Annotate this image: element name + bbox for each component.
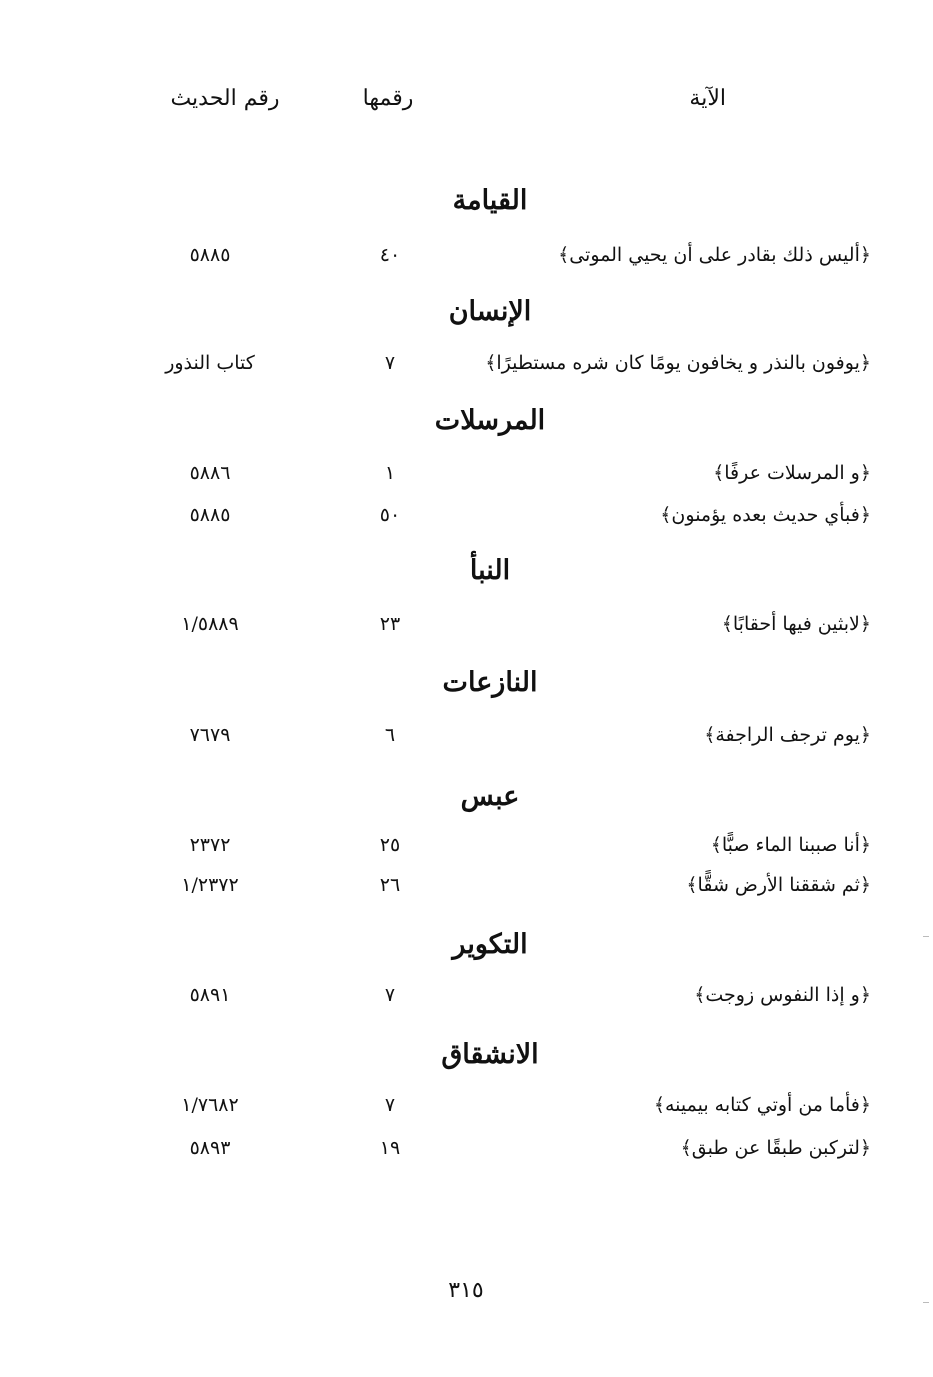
hadith-number: ٥٨٨٦ [189,462,231,484]
verse-text: ﴿أنا صببنا الماء صبًّا﴾ [710,834,871,856]
hadith-number: ٥٨٩١ [189,984,231,1006]
verse-text: ﴿و إذا النفوس زوجت﴾ [694,984,871,1006]
table-row [0,504,933,540]
verse-text: ﴿أليس ذلك بقادر على أن يحيي الموتى﴾ [558,244,871,266]
verse-number: ٦ [384,724,396,746]
table-row [0,1094,933,1130]
verse-text: ﴿يوم ترجف الراجفة﴾ [704,724,871,746]
table-row [0,352,933,388]
header-hadith-number: رقم الحديث [170,86,280,111]
surah-title: النبأ [469,555,511,586]
header-verse-number: رقمها [362,86,414,111]
verse-number: ٢٥ [379,834,401,856]
table-row [0,1137,933,1173]
surah-title: القيامة [452,185,528,216]
table-row [0,984,933,1020]
hadith-number: ٥٨٨٥ [189,504,231,526]
verse-text: ﴿يوفون بالنذر و يخافون يومًا كان شره مستطيرًا﴾ [485,352,871,374]
hadith-number: ١/٢٣٧٢ [181,874,239,896]
scan-margin-mark [923,936,929,937]
hadith-number: كتاب النذور [165,352,255,374]
surah-title: النازعات [442,667,538,698]
verse-number: ٥٠ [379,504,401,526]
hadith-number: ٥٨٩٣ [189,1137,231,1159]
verse-text: ﴿فبأي حديث بعده يؤمنون﴾ [660,504,871,526]
table-row [0,724,933,760]
table-row [0,244,933,280]
verse-number: ٧ [384,1094,396,1116]
hadith-number: ٧٦٧٩ [189,724,231,746]
verse-text: ﴿ثم شققنا الأرض شقًّا﴾ [686,874,871,896]
hadith-number: ٥٨٨٥ [189,244,231,266]
table-row [0,462,933,498]
table-row [0,834,933,870]
verse-number: ٧ [384,352,396,374]
verse-text: ﴿و المرسلات عرفًا﴾ [713,462,871,484]
verse-number: ٤٠ [379,244,401,266]
verse-text: ﴿فأما من أوتي كتابه بيمينه﴾ [653,1094,871,1116]
verse-number: ٢٣ [379,613,401,635]
surah-title: المرسلات [434,405,546,436]
surah-title: التكوير [452,929,528,960]
verse-number: ١ [384,462,396,484]
header-verse: الآية [689,86,726,111]
surah-title: الانشقاق [441,1039,539,1070]
scan-margin-mark [923,1302,929,1303]
verse-number: ١٩ [379,1137,401,1159]
hadith-number: ١/٧٦٨٢ [181,1094,239,1116]
verse-text: ﴿لتركبن طبقًا عن طبق﴾ [680,1137,871,1159]
table-row [0,613,933,649]
surah-title: الإنسان [448,296,532,327]
verse-number: ٧ [384,984,396,1006]
verse-number: ٢٦ [379,874,401,896]
hadith-number: ٢٣٧٢ [189,834,231,856]
surah-title: عبس [460,781,520,812]
verse-text: ﴿لابثين فيها أحقابًا﴾ [721,613,871,635]
table-row [0,874,933,910]
page-number: ٣١٥ [448,1278,484,1303]
hadith-number: ١/٥٨٨٩ [181,613,239,635]
